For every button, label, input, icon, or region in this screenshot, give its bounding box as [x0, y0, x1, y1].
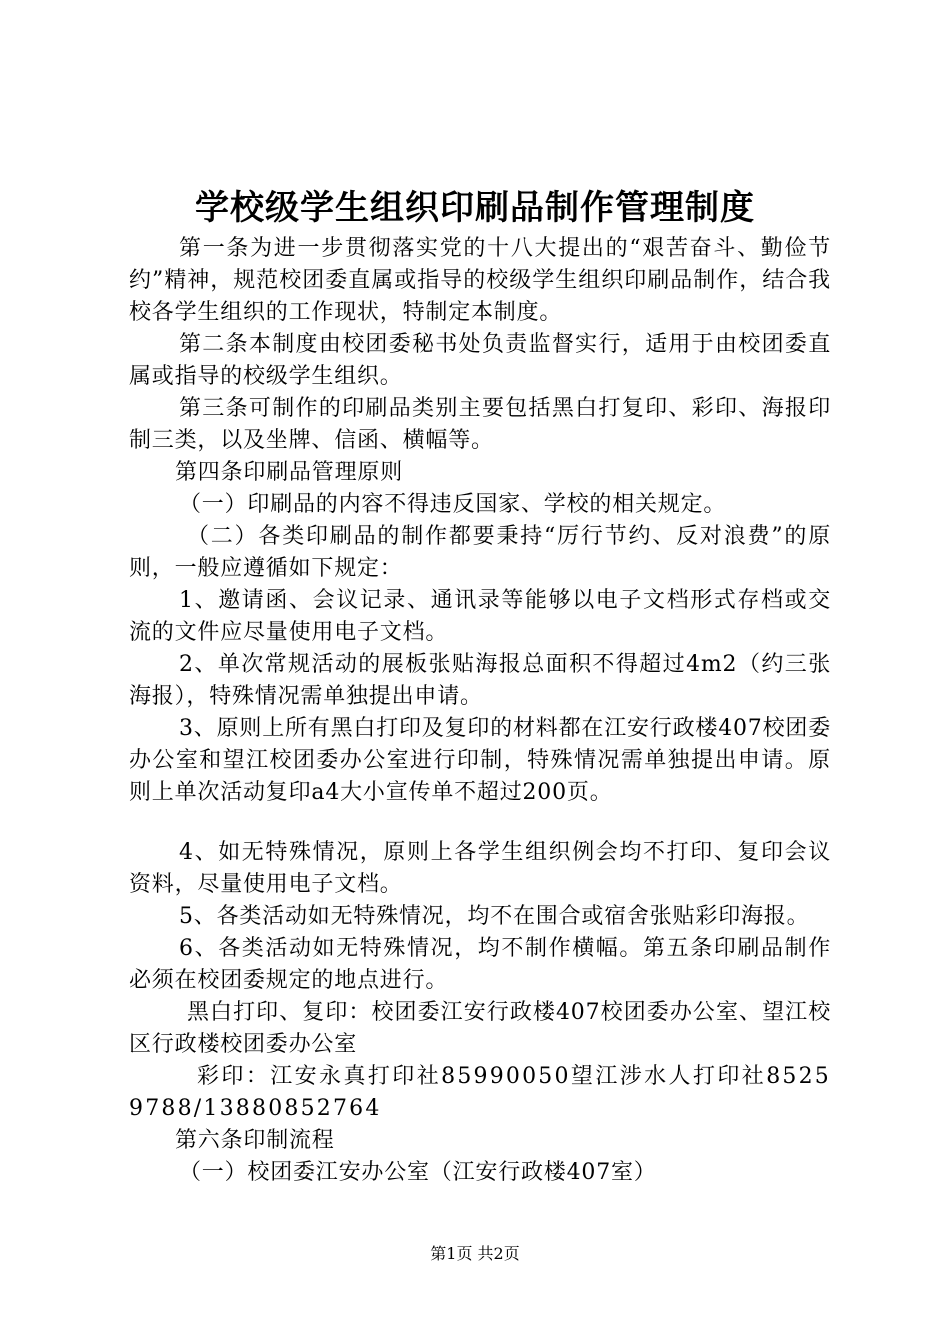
print-location-bw: 黑白打印、复印：校团委江安行政楼407校团委办公室、望江校区行政楼校团委办公室 [129, 1000, 831, 1057]
article-1: 第一条为进一步贯彻落实党的十八大提出的“艰苦奋斗、勤俭节约”精神，规范校团委直属或指导的校级学生组织印刷品制作，结合我校各学生组织的工作现状，特制定本制度。 [129, 236, 831, 325]
rule-4: 4、如无特殊情况，原则上各学生组织例会均不打印、复印会议资料，尽量使用电子文档。 [129, 840, 831, 897]
document-title: 学校级学生组织印刷品制作管理制度 [195, 188, 755, 228]
article-6-heading: 第六条印制流程 [175, 1128, 335, 1153]
page-footer: 第1页 共2页 [430, 1244, 520, 1263]
principle-2: （二）各类印刷品的制作都要秉持“厉行节约、反对浪费”的原则，一般应遵循如下规定： [129, 524, 831, 581]
rule-1: 1、邀请函、会议记录、通讯录等能够以电子文档形式存档或交流的文件应尽量使用电子文档。 [129, 588, 831, 645]
document-body [129, 233, 831, 1189]
article-2: 第二条本制度由校团委秘书处负责监督实行，适用于由校团委直属或指导的校级学生组织。 [129, 332, 831, 389]
article-3: 第三条可制作的印刷品类别主要包括黑白打复印、彩印、海报印制三类，以及坐牌、信函、横幅等。 [129, 396, 831, 453]
paragraph-gap [129, 809, 831, 837]
principle-1: （一）印刷品的内容不得违反国家、学校的相关规定。 [179, 492, 727, 517]
print-location-color: 彩印：江安永真打印社85990050望江涉水人打印社85259788/13880852764 [129, 1064, 831, 1121]
rule-5: 5、各类活动如无特殊情况，均不在围合或宿舍张贴彩印海报。 [179, 904, 810, 929]
rule-2: 2、单次常规活动的展板张贴海报总面积不得超过4m2（约三张海报），特殊情况需单独提出申请。 [129, 652, 831, 709]
rule-6: 6、各类活动如无特殊情况，均不制作横幅。第五条印刷品制作必须在校团委规定的地点进行。 [129, 936, 831, 993]
article-4-heading: 第四条印刷品管理原则 [175, 460, 404, 485]
process-step-1: （一）校团委江安办公室（江安行政楼407室） [179, 1160, 657, 1185]
rule-3: 3、原则上所有黑白打印及复印的材料都在江安行政楼407校团委办公室和望江校团委办公室进行印制，特殊情况需单独提出申请。原则上单次活动复印a4大小宣传单不超过200页。 [129, 716, 831, 805]
